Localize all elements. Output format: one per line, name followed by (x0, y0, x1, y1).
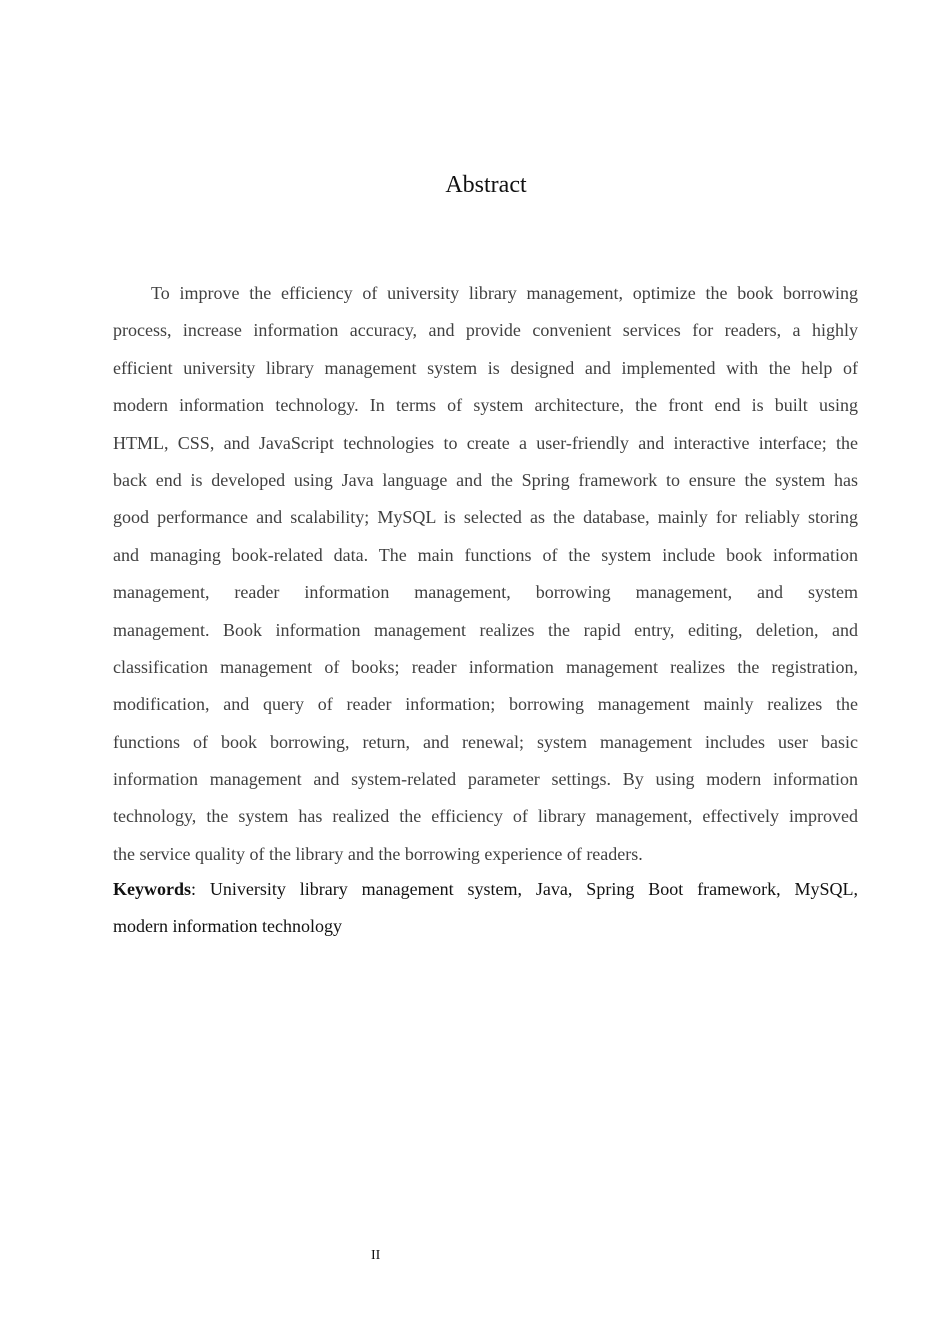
abstract-line: and managing book-related data. The main functions of the system include book information (113, 544, 858, 565)
abstract-body (113, 280, 858, 878)
page-number: II (371, 1248, 381, 1263)
abstract-line: To improve the efficiency of university library management, optimize the book borrowing (151, 283, 858, 303)
keywords-separator: : (191, 879, 210, 899)
keywords-line (113, 876, 858, 913)
abstract-line: the service quality of the library and the borrowing experience of readers. (113, 843, 643, 864)
page-title: Abstract (445, 172, 527, 198)
abstract-line: HTML, CSS, and JavaScript technologies to create a user-friendly and interactive interface; the (113, 432, 858, 453)
abstract-line: good performance and scalability; MySQL is selected as the database, mainly for reliably storing (113, 507, 858, 528)
abstract-line: back end is developed using Java language and the Spring framework to ensure the system has (113, 469, 858, 490)
abstract-line: classification management of books; reader information management realizes the registration, (113, 656, 858, 677)
keywords-section (113, 876, 858, 951)
abstract-line: modification, and query of reader information; borrowing management mainly realizes the (113, 694, 858, 715)
abstract-line: process, increase information accuracy, and provide convenient services for readers, a highly (113, 320, 858, 341)
keywords-line: modern information technology (113, 916, 342, 937)
abstract-line: efficient university library management system is designed and implemented with the help of (113, 357, 858, 378)
abstract-line: management. Book information management realizes the rapid entry, editing, deletion, and (113, 619, 858, 640)
abstract-line: information management and system-related parameter settings. By using modern information (113, 769, 858, 790)
keywords-label: Keywords (113, 879, 191, 899)
abstract-line: management, reader information management, borrowing management, and system (113, 582, 858, 603)
abstract-line: functions of book borrowing, return, and renewal; system management includes user basic (113, 731, 858, 752)
abstract-line: modern information technology. In terms of system architecture, the front end is built using (113, 395, 858, 416)
abstract-line: technology, the system has realized the efficiency of library management, effectively improved (113, 806, 858, 827)
keywords-list: University library management system, Java, Spring Boot framework, MySQL, (209, 879, 858, 899)
